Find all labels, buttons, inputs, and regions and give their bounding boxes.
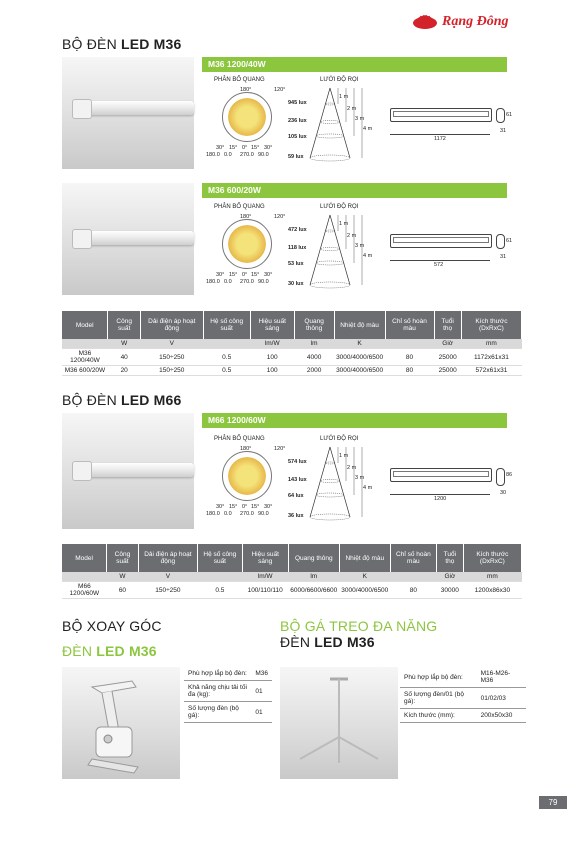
lux-value: 36 lux [288,513,304,519]
spec-value: 200x50x30 [477,709,526,723]
grid-label: LƯỚI ĐỘ RỌI [320,77,359,83]
dim-depth: 31 [500,254,507,260]
illuminance-cone [288,445,388,525]
product-image-m36-600 [62,183,194,295]
title-line: BỘ XOAY GÓC [62,618,162,634]
spec-row [400,688,526,709]
table-cell: 40 [108,349,141,366]
polar-chart [222,92,272,142]
table-cell [62,339,108,349]
title-prefix: BỘ ĐÈN [62,392,121,408]
table-cell [198,572,242,582]
table-cell: 1200x86x30 [463,582,521,599]
table-header: Kích thước (DxRxC) [461,311,521,339]
polar-angle: 120° [274,214,286,220]
section-title-ga [280,618,437,650]
product-image-m36-1200 [62,57,194,169]
spec-row [184,681,272,702]
title-line: BỘ GÁ TREO ĐA NĂNG [280,618,438,634]
table-cell: K [339,572,390,582]
distance-label: 4 m [363,126,373,132]
table-cell: 3000/4000/6500 [334,349,385,366]
lux-value: 64 lux [288,493,304,499]
product-bar: M36 600/20W [202,183,507,198]
spec-value: M36 [251,667,272,681]
dim-depth: 30 [500,490,507,496]
table-header: Hiệu suất sáng [242,544,288,572]
spec-list-xoay [184,667,272,723]
table-cell [385,339,434,349]
grid-label: LƯỚI ĐỘ RỌI [320,436,359,442]
table-header: Tuổi thọ [434,311,461,339]
table-cell: V [138,572,198,582]
spec-value: M16-M26-M36 [477,667,526,688]
polar-angle: 30° [216,145,225,151]
illuminance-cone [288,213,388,293]
polar-scale: 270.0 [240,152,254,158]
lux-value: 143 lux [288,477,307,483]
dim-length: 1172 [434,136,446,142]
table-header: Dải điện áp hoạt động [140,311,203,339]
distance-label: 2 m [347,233,357,239]
table-cell: 100 [250,366,294,376]
table-units-row [62,572,522,582]
brand-name: Rạng Đông [442,14,509,29]
polar-angle: 120° [274,446,286,452]
table-cell: 100 [250,349,294,366]
table-cell [390,572,436,582]
product-bar: M36 1200/40W [202,57,507,72]
spec-value: 01 [251,702,272,723]
dim-height: 61 [506,238,513,244]
swivel-bracket-icon [62,667,180,779]
spec-table-m66 [62,544,522,599]
table-cell: 3000/4000/6500 [336,367,384,374]
table-header: Quang thông [288,544,339,572]
table-cell: 2000 [294,366,334,376]
polar-angle: 15° [229,272,238,278]
spec-list-ga [400,667,526,723]
table-cell [203,339,250,349]
table-cell: M36 1200/40W [62,349,108,366]
polar-scale: 270.0 [240,511,254,517]
distance-label: 3 m [355,116,365,122]
title-line [280,634,437,650]
polar-angle: 15° [229,504,238,510]
table-cell: 0.5 [198,582,242,599]
lux-value: 236 lux [288,118,307,124]
polar-angle: 0° [242,504,248,510]
table-cell: 0.5 [203,349,250,366]
spec-value: 01/02/03 [477,688,526,709]
illuminance-cone [288,86,388,166]
distance-label: 1 m [339,453,349,459]
polar-diagram [202,213,290,291]
polar-scale: 90.0 [258,511,269,517]
table-header: Hệ số công suất [198,544,242,572]
polar-scale: 270.0 [240,279,254,285]
spec-row [184,667,272,681]
table-cell: 6000/6600/6600 [288,582,339,599]
rang-dong-logo-icon [412,14,438,30]
table-cell: M66 1200/60W [62,582,107,599]
table-cell: lm [288,572,339,582]
table-header: Model [62,311,108,339]
spec-label: Số lượng đèn/01 (bộ gá): [400,688,477,709]
title-prefix: BỘ ĐÈN [62,36,121,52]
table-units-row [62,339,522,349]
hanger-image [280,667,398,779]
spec-row [184,702,272,723]
table-cell: K [334,339,385,349]
table-header: Hiệu suất sáng [250,311,294,339]
table-header: Tuổi thọ [436,544,463,572]
table-header: Quang thông [294,311,334,339]
table-header: Nhiệt độ màu [334,311,385,339]
table-cell: 20 [108,366,141,376]
title-bold: LED M36 [120,36,182,52]
lux-value: 105 lux [288,134,307,140]
dim-length: 1200 [434,496,447,502]
table-header: Model [62,544,107,572]
title-prefix: ĐÈN [280,634,315,650]
polar-angle: 180° [240,87,252,93]
polar-angle: 15° [229,145,238,151]
table-cell: V [140,339,203,349]
polar-angle: 120° [274,87,286,93]
polar-angle: 15° [251,504,260,510]
title-prefix: ĐÈN [62,643,97,659]
polar-angle: 30° [264,504,273,510]
spec-row [400,709,526,723]
table-cell: 4000 [294,349,334,366]
table-cell: Giờ [436,572,463,582]
bracket-image [62,667,180,779]
table-cell: 100/110/110 [242,582,288,599]
table-cell: 80 [385,366,434,376]
table-row [62,582,522,599]
table-header: Dải điện áp hoạt động [138,544,198,572]
table-cell: 572x61x31 [461,366,521,376]
polar-scale: 0.0 [224,152,232,158]
product-image-m66 [62,413,194,529]
spec-label: Khả năng chịu tải tối đa (kg): [184,681,251,702]
table-cell: 25000 [434,349,461,366]
polar-scale: 90.0 [258,279,269,285]
distance-label: 2 m [347,465,357,471]
product-bar: M66 1200/60W [202,413,507,428]
polar-label: PHÂN BỐ QUANG [214,436,265,442]
table-cell: mm [463,572,521,582]
lux-value: 472 lux [288,227,307,233]
table-header: Hệ số công suất [203,311,250,339]
table-header: Chỉ số hoàn màu [385,311,434,339]
polar-scale: 180.0 [206,511,220,517]
dim-height: 61 [506,112,513,118]
polar-angle: 0° [242,272,248,278]
polar-angle: 30° [216,272,225,278]
hanger-icon [280,667,398,779]
table-cell: M36 600/20W [62,366,108,376]
table-header-row [62,311,522,339]
distance-label: 1 m [339,94,349,100]
table-cell: 150÷250 [140,366,203,376]
table-cell: 30000 [436,582,463,599]
table-header: Công suất [108,311,141,339]
polar-angle: 30° [264,145,273,151]
lux-value: 30 lux [288,281,304,287]
dim-depth: 31 [500,128,507,134]
dim-height: 86 [506,472,513,478]
polar-label: PHÂN BỐ QUANG [214,204,265,210]
dimension-drawing [390,108,513,150]
lux-value: 574 lux [288,459,307,465]
table-header: Kích thước (DxRxC) [463,544,521,572]
table-cell: 1172x61x31 [461,349,521,366]
brand-logo [412,14,509,30]
polar-angle: 15° [251,272,260,278]
title-bold: LED M36 [96,643,157,659]
spec-value: 01 [251,681,272,702]
spec-table-m36 [62,311,522,376]
dimension-drawing [390,468,513,510]
polar-diagram [202,86,290,164]
polar-angle: 0° [242,145,248,151]
spec-label: Phù hợp lắp bộ đèn: [184,667,251,681]
distance-label: 3 m [355,243,365,249]
section-title-m66 [62,392,182,408]
table-cell: 150÷250 [138,582,198,599]
title-bold: LED M66 [120,392,182,408]
polar-angle: 30° [216,504,225,510]
table-cell: 80 [385,349,434,366]
table-cell: Giờ [434,339,461,349]
lux-value: 945 lux [288,100,307,106]
table-cell: 80 [390,582,436,599]
distance-label: 4 m [363,485,373,491]
polar-angle: 30° [264,272,273,278]
table-header: Nhiệt độ màu [339,544,390,572]
spec-label: Kích thước (mm): [400,709,477,723]
table-cell: mm [461,339,521,349]
table-cell: 25000 [434,366,461,376]
polar-scale: 0.0 [224,511,232,517]
distance-label: 3 m [355,475,365,481]
distance-label: 2 m [347,106,357,112]
lux-value: 59 lux [288,154,304,160]
polar-chart [222,451,272,501]
table-header: Chỉ số hoàn màu [390,544,436,572]
table-header: Công suất [107,544,138,572]
polar-angle: 15° [251,145,260,151]
polar-scale: 0.0 [224,279,232,285]
spec-row [400,667,526,688]
table-cell [62,572,107,582]
table-row [62,366,522,376]
spec-label: Số lượng đèn (bộ gá): [184,702,251,723]
polar-diagram [202,445,290,523]
polar-chart [222,219,272,269]
table-cell: W [107,572,138,582]
dimension-drawing [390,234,513,276]
page-number: 79 [539,796,567,809]
table-cell: W [108,339,141,349]
distance-label: 1 m [339,221,349,227]
section-title-xoay [62,618,162,659]
table-cell: 60 [107,582,138,599]
title-line [62,643,162,659]
polar-label: PHÂN BỐ QUANG [214,77,265,83]
section-title-m36 [62,36,182,52]
grid-label: LƯỚI ĐỘ RỌI [320,204,359,210]
table-header-row [62,544,522,572]
table-cell: lm/W [242,572,288,582]
spec-label: Phù hợp lắp bộ đèn: [400,667,477,688]
table-cell: lm [294,339,334,349]
lux-value: 118 lux [288,245,307,251]
polar-scale: 180.0 [206,279,220,285]
polar-angle: 180° [240,446,252,452]
title-bold: LED M36 [314,634,375,650]
distance-label: 4 m [363,253,373,259]
table-row [62,349,522,366]
table-cell: 150÷250 [140,349,203,366]
table-cell: 3000/4000/6500 [339,582,390,599]
table-cell: 0.5 [203,366,250,376]
table-cell: lm/W [250,339,294,349]
polar-scale: 90.0 [258,152,269,158]
dim-length: 572 [434,262,444,268]
polar-scale: 180.0 [206,152,220,158]
lux-value: 53 lux [288,261,304,267]
polar-angle: 180° [240,214,252,220]
